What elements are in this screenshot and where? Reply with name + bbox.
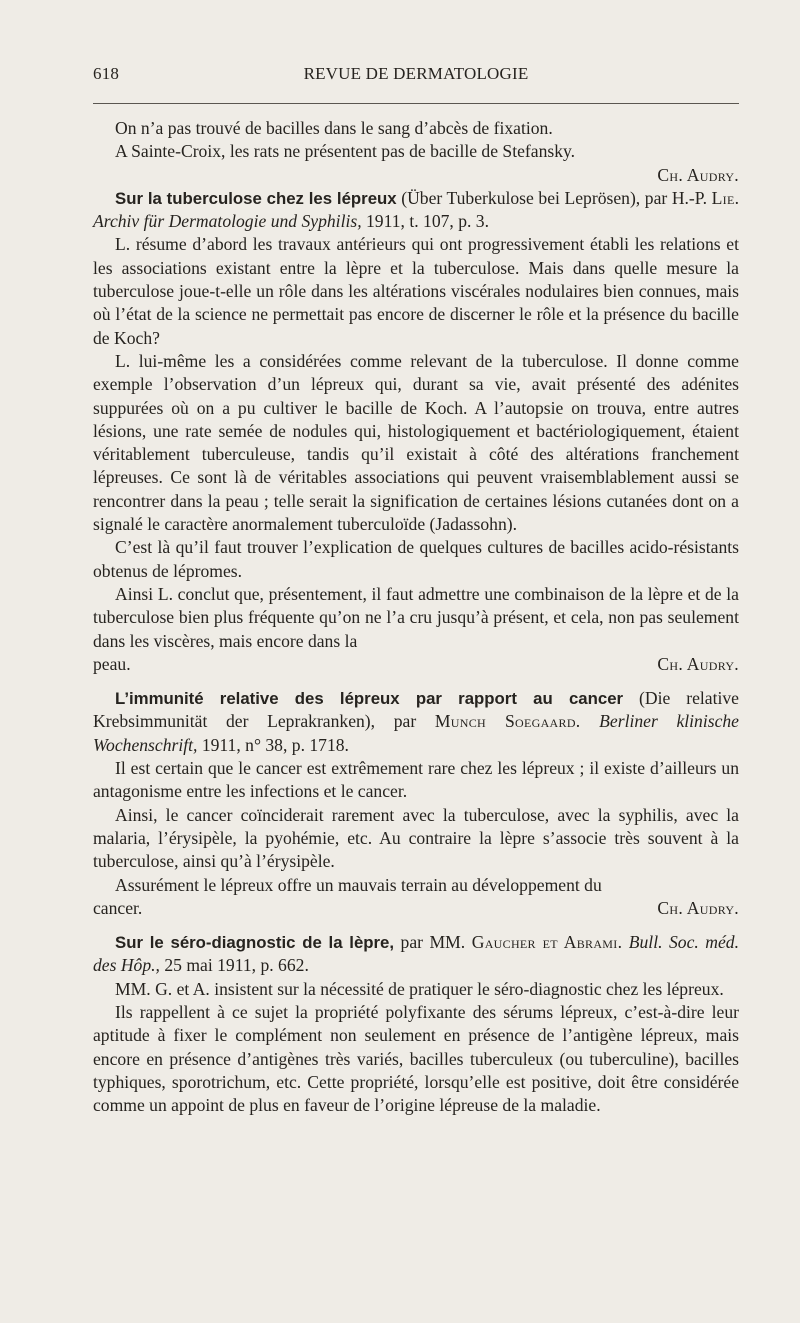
paragraph: Ils rappellent à ce sujet la propriété polyfixante des sérums lépreux, c’est-à-dire leur aptitude à fixer le complément non seulement en présence de l’antigène lépreux, mais encore en présence d’antigènes très variés, bacilles tuberculeux (ou tuberculine), bacilles typhiques, sporotrichum, etc. Cette propriété, lorsqu’elle est positive, doit être considérée comme un appoint de plus en faveur de l’origine lépreuse de la maladie. <box>93 1001 739 1116</box>
article-heading <box>93 931 739 978</box>
original-title: (Über Tuberkulose bei Leprösen), par H.-P. <box>396 187 712 208</box>
paragraph: Ainsi L. conclut que, présentement, il faut admettre une combinaison de la lèpre et de la tuberculose bien plus fréquente qu’on ne l’a cru jusqu’à présent, et cela, non pas seulement dans les viscères, mais encore dans la <box>93 583 739 651</box>
article-title: L’immunité relative des lépreux par rapport au cancer <box>115 689 624 709</box>
article-author: Lie <box>711 187 735 208</box>
article-author: Gaucher et Abrami. <box>471 932 623 953</box>
paragraph: Il est certain que le cancer est extrêmement rare chez les lépreux ; il existe d’ailleurs un antagonisme entre les infections et le cancer. <box>93 758 739 802</box>
citation: 1911, n° 38, p. 1718. <box>197 734 349 755</box>
journal-name: Berliner klinische Wochenschrift, <box>93 711 739 755</box>
header-rule <box>93 103 739 104</box>
running-title: REVUE DE DERMATOLOGIE <box>303 64 529 83</box>
paragraph: L. lui-même les a considérées comme relevant de la tuberculose. Il donne comme exemple l’observation d’un lépreux qui, durant sa vie, avait présenté des adénites suppurées où on a pu cultiver le bacille de Koch. A l’autopsie on trouva, entre autres lésions, une rate semée de nodules qui, histologiquement et bactériologiquement, étaient véritablement tuberculeuse, tandis qu’il existait à côté des altérations franchement lépreuses. Ce sont là de véritables associations qui peuvent vraisemblablement aussi se rencontrer dans la peau ; telle serait la signification de certaines lésions cutanées dont on a signalé le caractère anormalement tuberculoïde (Jadassohn). <box>93 350 739 535</box>
journal-name: Archiv für Dermatologie und Syphilis, <box>93 211 362 232</box>
paragraph: MM. G. et A. insistent sur la nécessité de pratiquer le séro-diagnostic chez les lépreux. <box>115 978 724 999</box>
signature: Ch. Audry. <box>657 164 739 185</box>
citation: 25 mai 1911, p. 662. <box>159 955 309 976</box>
original-title: (Die relative Krebsimmunität der Leprakranken), par <box>93 688 739 732</box>
paragraph: Ainsi, le cancer coïnciderait rarement avec la tuberculose, avec la syphilis, avec la malaria, l’érysipèle, la pyohémie, etc. Au contraire la lèpre s’associe très souvent à la tuberculose, ainsi qu’à l’érysipèle. <box>93 804 739 872</box>
paragraph: On n’a pas trouvé de bacilles dans le sang d’abcès de fixation. <box>115 118 553 138</box>
paragraph: C’est là qu’il faut trouver l’explication de quelques cultures de bacilles acido-résistants obtenus de lépromes. <box>93 537 739 581</box>
article-heading: Sur la tuberculose chez les lépreux (Über Tuberkulose bei Leprösen), par H.-P. Lie. Archiv für Dermatologie und Syphilis, 1911, t. 107, p. 3. <box>93 187 739 232</box>
citation: 1911, t. 107, p. 3. <box>361 211 490 232</box>
original-title: par MM. <box>394 932 472 953</box>
closing-line <box>93 653 739 676</box>
paragraph: A Sainte-Croix, les rats ne présentent pas de bacille de Stefansky. <box>115 141 576 162</box>
article-title: Sur la tuberculose chez les lépreux <box>115 188 397 208</box>
article-heading <box>93 687 739 757</box>
page-number: 618 <box>93 64 120 83</box>
journal-name: Bull. Soc. méd. des Hôp., <box>93 932 739 976</box>
closing-line <box>93 897 739 920</box>
article-title: Sur le séro-diagnostic de la lèpre, <box>115 933 395 953</box>
closing-word: cancer. <box>93 897 143 918</box>
page-header <box>93 64 739 88</box>
page-body <box>93 117 739 1117</box>
signature: Ch. Audry. <box>657 897 739 918</box>
paragraph: Assurément le lépreux offre un mauvais terrain au développement du <box>115 874 602 895</box>
signature: Ch. Audry. <box>657 653 739 674</box>
article-author: Munch Soegaard. <box>434 711 581 732</box>
closing-word: peau. <box>93 653 131 674</box>
paragraph: L. résume d’abord les travaux antérieurs qui ont progressivement établi les relations et les associations existant entre la lèpre et la tuberculose. Mais dans quelle mesure la tuberculose joue-t-elle un rôle dans les altérations viscérales nodulaires bien connues, mais où l’état de la science ne permettait pas encore de discerner le rôle et la présence du bacille de Koch? <box>93 234 739 348</box>
